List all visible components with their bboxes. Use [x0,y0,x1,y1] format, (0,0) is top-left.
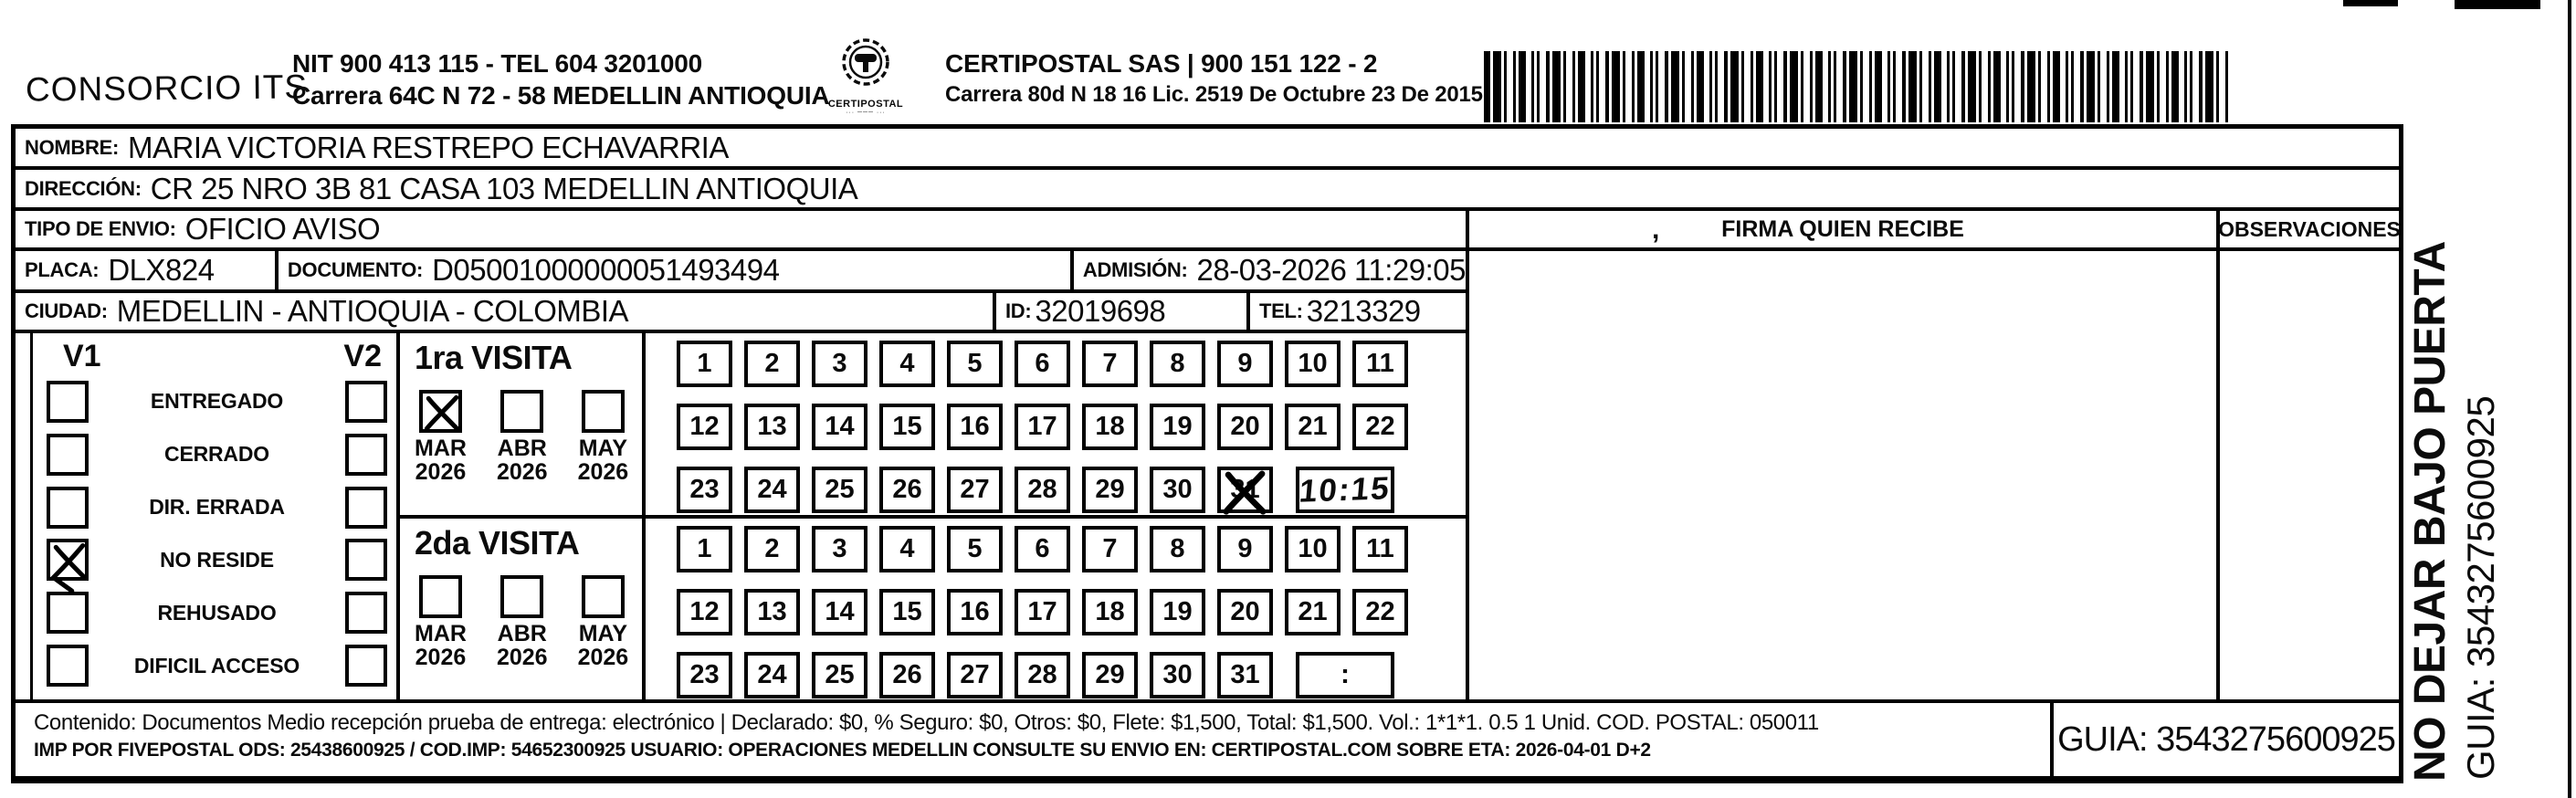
ciudad-value: MEDELLIN - ANTIOQUIA - COLOMBIA [116,294,629,328]
company-address-line: Carrera 64C N 72 - 58 MEDELLIN ANTIOQUIA [292,81,830,110]
month-mar-checkbox [419,575,462,618]
status-label-rehusado: REHUSADO [157,600,277,625]
v1-no-reside-checkbox [47,539,89,581]
day-row [677,341,1466,387]
day-box-12: 12 [677,404,732,450]
day-box-16: 16 [947,404,1003,450]
company-nit-line: NIT 900 413 115 - TEL 604 3201000 [292,49,702,78]
status-label-no-reside: NO RESIDE [160,547,274,572]
day-box-11: 11 [1352,341,1408,387]
visit-2-day-grid [646,519,1466,700]
id-label: ID: [1005,299,1032,322]
day-row [677,467,1466,513]
status-row-rehusado [47,592,387,634]
admision-value: 28-03-2026 11:29:05 [1196,253,1466,287]
day-box-14: 14 [812,404,867,450]
placa-documento-admision-row [16,251,1466,293]
month-mar-checkbox [419,390,462,433]
day-row [677,589,1466,635]
day-box-1: 1 [677,341,732,387]
day-box-8: 8 [1150,341,1205,387]
visit-1-left [400,333,646,515]
day-box-16: 16 [947,589,1003,635]
side-note-rotated-text [2405,128,2570,782]
stray-comma-mark: , [1652,215,1660,245]
tracking-barcode [1484,51,2228,122]
ciudad-id-tel-row [16,293,1466,333]
documento-label: DOCUMENTO: [287,258,424,281]
day-row [677,526,1466,572]
day-box-29: 29 [1082,652,1138,698]
month-may [578,575,629,670]
footer-row [16,699,2399,776]
panel-inner-border [30,333,33,699]
company-info [292,47,829,111]
month-abr-checkbox [500,575,543,618]
postal-seal-icon [834,37,898,93]
day-box-26: 26 [879,467,935,513]
month-year: 2026 [415,459,467,486]
scan-smudge [2455,0,2540,9]
day-row [677,404,1466,450]
day-box-31-crossed: 31 [1217,467,1273,513]
day-box-26: 26 [879,652,935,698]
documento-value: D05001000000051493494 [432,253,780,287]
visit-1-months [415,390,642,485]
day-box-30: 30 [1150,652,1205,698]
status-options [47,375,387,692]
v1-cerrado-checkbox [47,434,89,476]
visit-panel-1 [400,333,1466,519]
v1-dificil-acceso-checkbox [47,645,89,687]
status-row-no-reside [47,539,387,581]
month-year: 2026 [577,459,629,486]
status-row-dificil-acceso [47,645,387,687]
day-box-13: 13 [744,404,800,450]
nombre-value: MARIA VICTORIA RESTREPO ECHAVARRIA [128,130,729,164]
visit-1-day-grid [646,333,1466,515]
day-box-19: 19 [1150,404,1205,450]
day-box-6: 6 [1015,526,1070,572]
nombre-row [16,129,2399,170]
month-label: ABR [497,436,547,461]
certipostal-line2: Carrera 80d N 18 16 Lic. 2519 De Octubre 23 De 2015 [945,82,1483,108]
status-label-dificil-acceso: DIFICIL ACCESO [133,653,300,677]
day-box-10: 10 [1285,341,1341,387]
firma-header-label: FIRMA QUIEN RECIBE [1721,215,1964,242]
month-year: 2026 [577,644,629,670]
scan-smudge [2343,0,2398,6]
day-box-9: 9 [1217,526,1273,572]
logo-caption: CERTIPOSTAL [827,99,904,110]
v1-dir-errada-checkbox [47,487,89,529]
handwritten-x-mark [1218,467,1271,518]
day-box-3: 3 [812,526,867,572]
footer-contenido-line: Contenido: Documentos Medio recepción prueba de entrega: electrónico | Declarado: $0, % Seguro: $0, Otros: $0, Flete: $1,500, Total: $1,500. Vol.: 1*1*1. 0.5 1 Unid. COD. POSTAL: 050011 [34,710,1819,735]
certipostal-line1: CERTIPOSTAL SAS | 900 151 122 - 2 [945,49,1378,78]
day-box-20: 20 [1217,404,1273,450]
status-label-entregado: ENTREGADO [150,389,284,414]
day-box-22: 22 [1352,589,1408,635]
day-box-7: 7 [1082,341,1138,387]
v2-column-label: V2 [343,339,382,373]
tipo-envio-cell [16,211,1466,247]
day-box-5: 5 [947,341,1003,387]
day-box-23: 23 [677,652,732,698]
day-box-7: 7 [1082,526,1138,572]
v2-entregado-checkbox [345,381,387,423]
v2-rehusado-checkbox [345,592,387,634]
status-row-dir-errada [47,487,387,529]
day-box-14: 14 [812,589,867,635]
left-data-block [16,251,1466,699]
day-box-21: 21 [1285,404,1341,450]
day-row [677,652,1466,698]
time-colon-placeholder: : [1341,659,1350,689]
status-checklist-panel [16,333,400,699]
month-abr [497,390,548,485]
day-box-2: 2 [744,526,800,572]
direccion-label: DIRECCIÓN: [25,176,142,200]
day-box-2: 2 [744,341,800,387]
certipostal-logo [824,37,908,116]
day-box-19: 19 [1150,589,1205,635]
day-box-23: 23 [677,467,732,513]
ciudad-cell [16,293,993,330]
direccion-value: CR 25 NRO 3B 81 CASA 103 MEDELLIN ANTIOQUIA [150,171,858,205]
month-abr [497,575,548,670]
v1-entregado-checkbox [47,381,89,423]
no-dejar-bajo-puerta-text: NO DEJAR BAJO PUERTA [2406,241,2455,782]
visit-panel-2 [400,519,1466,700]
day-box-25: 25 [812,467,867,513]
handwritten-x-mark [48,541,90,583]
company-name: CONSORCIO ITS [25,68,309,109]
month-may-checkbox [582,390,625,433]
day-box-24: 24 [744,652,800,698]
v2-cerrado-checkbox [345,434,387,476]
observaciones-header-cell [2216,211,2399,247]
day-box-15: 15 [879,589,935,635]
day-box-6: 6 [1015,341,1070,387]
visit-1-time-box [1296,467,1394,513]
month-mar [415,575,467,670]
day-box-4: 4 [879,341,935,387]
tipo-envio-label: TIPO DE ENVIO: [25,217,176,240]
day-box-27: 27 [947,652,1003,698]
visit-panels [400,333,1466,699]
day-box-11: 11 [1352,526,1408,572]
firma-signature-area [1466,251,2216,699]
visit-1-title: 1ra VISITA [415,339,573,376]
admision-label: ADMISIÓN: [1082,258,1188,281]
month-label: ABR [497,620,547,646]
status-label-cerrado: CERRADO [164,442,269,467]
month-year: 2026 [496,459,548,486]
day-box-27: 27 [947,467,1003,513]
placa-value: DLX824 [108,253,215,287]
day-box-28: 28 [1015,652,1070,698]
day-box-30: 30 [1150,467,1205,513]
day-box-25: 25 [812,652,867,698]
day-box-9: 9 [1217,341,1273,387]
direccion-row [16,170,2399,211]
certipostal-info [945,47,1483,110]
documento-cell [275,251,1070,289]
footer-imp-line: IMP POR FIVEPOSTAL ODS: 25438600925 / COD.IMP: 54652300925 USUARIO: OPERACIONES MEDELLIN CONSULTE SU ENVIO EN: CERTIPOSTAL.COM SOBRE ETA: 2026-04-01 D+2 [34,740,1651,761]
side-guia-number: GUIA: 3543275600925 [2459,395,2502,780]
month-may [578,390,629,485]
firma-header-cell [1466,211,2216,247]
footer-content [16,703,2050,776]
placa-label: PLACA: [25,258,100,281]
ciudad-label: CIUDAD: [25,299,108,322]
table-mid-section [16,251,2399,699]
day-box-29: 29 [1082,467,1138,513]
day-box-13: 13 [744,589,800,635]
id-cell [993,293,1246,330]
month-year: 2026 [415,644,467,670]
tel-label: TEL: [1259,299,1303,322]
visit-2-time-box [1296,652,1394,698]
month-mar [415,390,467,485]
day-box-31: 31 [1217,652,1273,698]
day-box-5: 5 [947,526,1003,572]
handwritten-time: 10:15 [1298,469,1393,509]
v1-rehusado-checkbox [47,592,89,634]
month-may-checkbox [582,575,625,618]
month-label: MAR [415,436,467,461]
day-box-18: 18 [1082,589,1138,635]
tel-cell [1246,293,1466,330]
day-box-10: 10 [1285,526,1341,572]
month-abr-checkbox [500,390,543,433]
day-box-20: 20 [1217,589,1273,635]
month-label: MAY [578,436,627,461]
v2-dificil-acceso-checkbox [345,645,387,687]
day-box-18: 18 [1082,404,1138,450]
form-table [11,124,2403,783]
tipo-envio-value: OFICIO AVISO [184,212,381,246]
month-label: MAY [578,620,627,646]
day-box-24: 24 [744,467,800,513]
tel-value: 3213329 [1306,294,1421,328]
day-box-17: 17 [1015,589,1070,635]
placa-cell [16,251,275,289]
day-box-8: 8 [1150,526,1205,572]
month-year: 2026 [496,644,548,670]
v1-column-label: V1 [63,339,101,373]
tipo-firma-obs-row [16,211,2399,251]
observaciones-area [2216,251,2399,699]
nombre-label: NOMBRE: [25,135,120,159]
visits-section [16,333,1466,699]
day-box-15: 15 [879,404,935,450]
handwritten-x-mark [421,392,463,434]
day-box-1: 1 [677,526,732,572]
id-value: 32019698 [1035,294,1166,328]
day-box-21: 21 [1285,589,1341,635]
day-box-22: 22 [1352,404,1408,450]
day-box-17: 17 [1015,404,1070,450]
visit-2-title: 2da VISITA [415,523,580,562]
day-box-28: 28 [1015,467,1070,513]
status-label-dir-errada: DIR. ERRADA [149,495,285,520]
day-box-12: 12 [677,589,732,635]
status-row-cerrado [47,434,387,476]
v1-v2-header [47,339,387,375]
day-box-3: 3 [812,341,867,387]
visit-2-left [400,519,646,700]
admision-cell [1070,251,1466,289]
v2-no-reside-checkbox [345,539,387,581]
visit-2-months [415,575,642,670]
logo-tagline: ··· ─── ··· [846,110,886,116]
v2-dir-errada-checkbox [345,487,387,529]
month-label: MAR [415,620,467,646]
status-row-entregado [47,381,387,423]
day-box-4: 4 [879,526,935,572]
side-note [2405,128,2570,782]
observaciones-header-label: OBSERVACIONES [2218,216,2401,241]
guia-number-cell: GUIA: 3543275600925 [2050,703,2399,776]
